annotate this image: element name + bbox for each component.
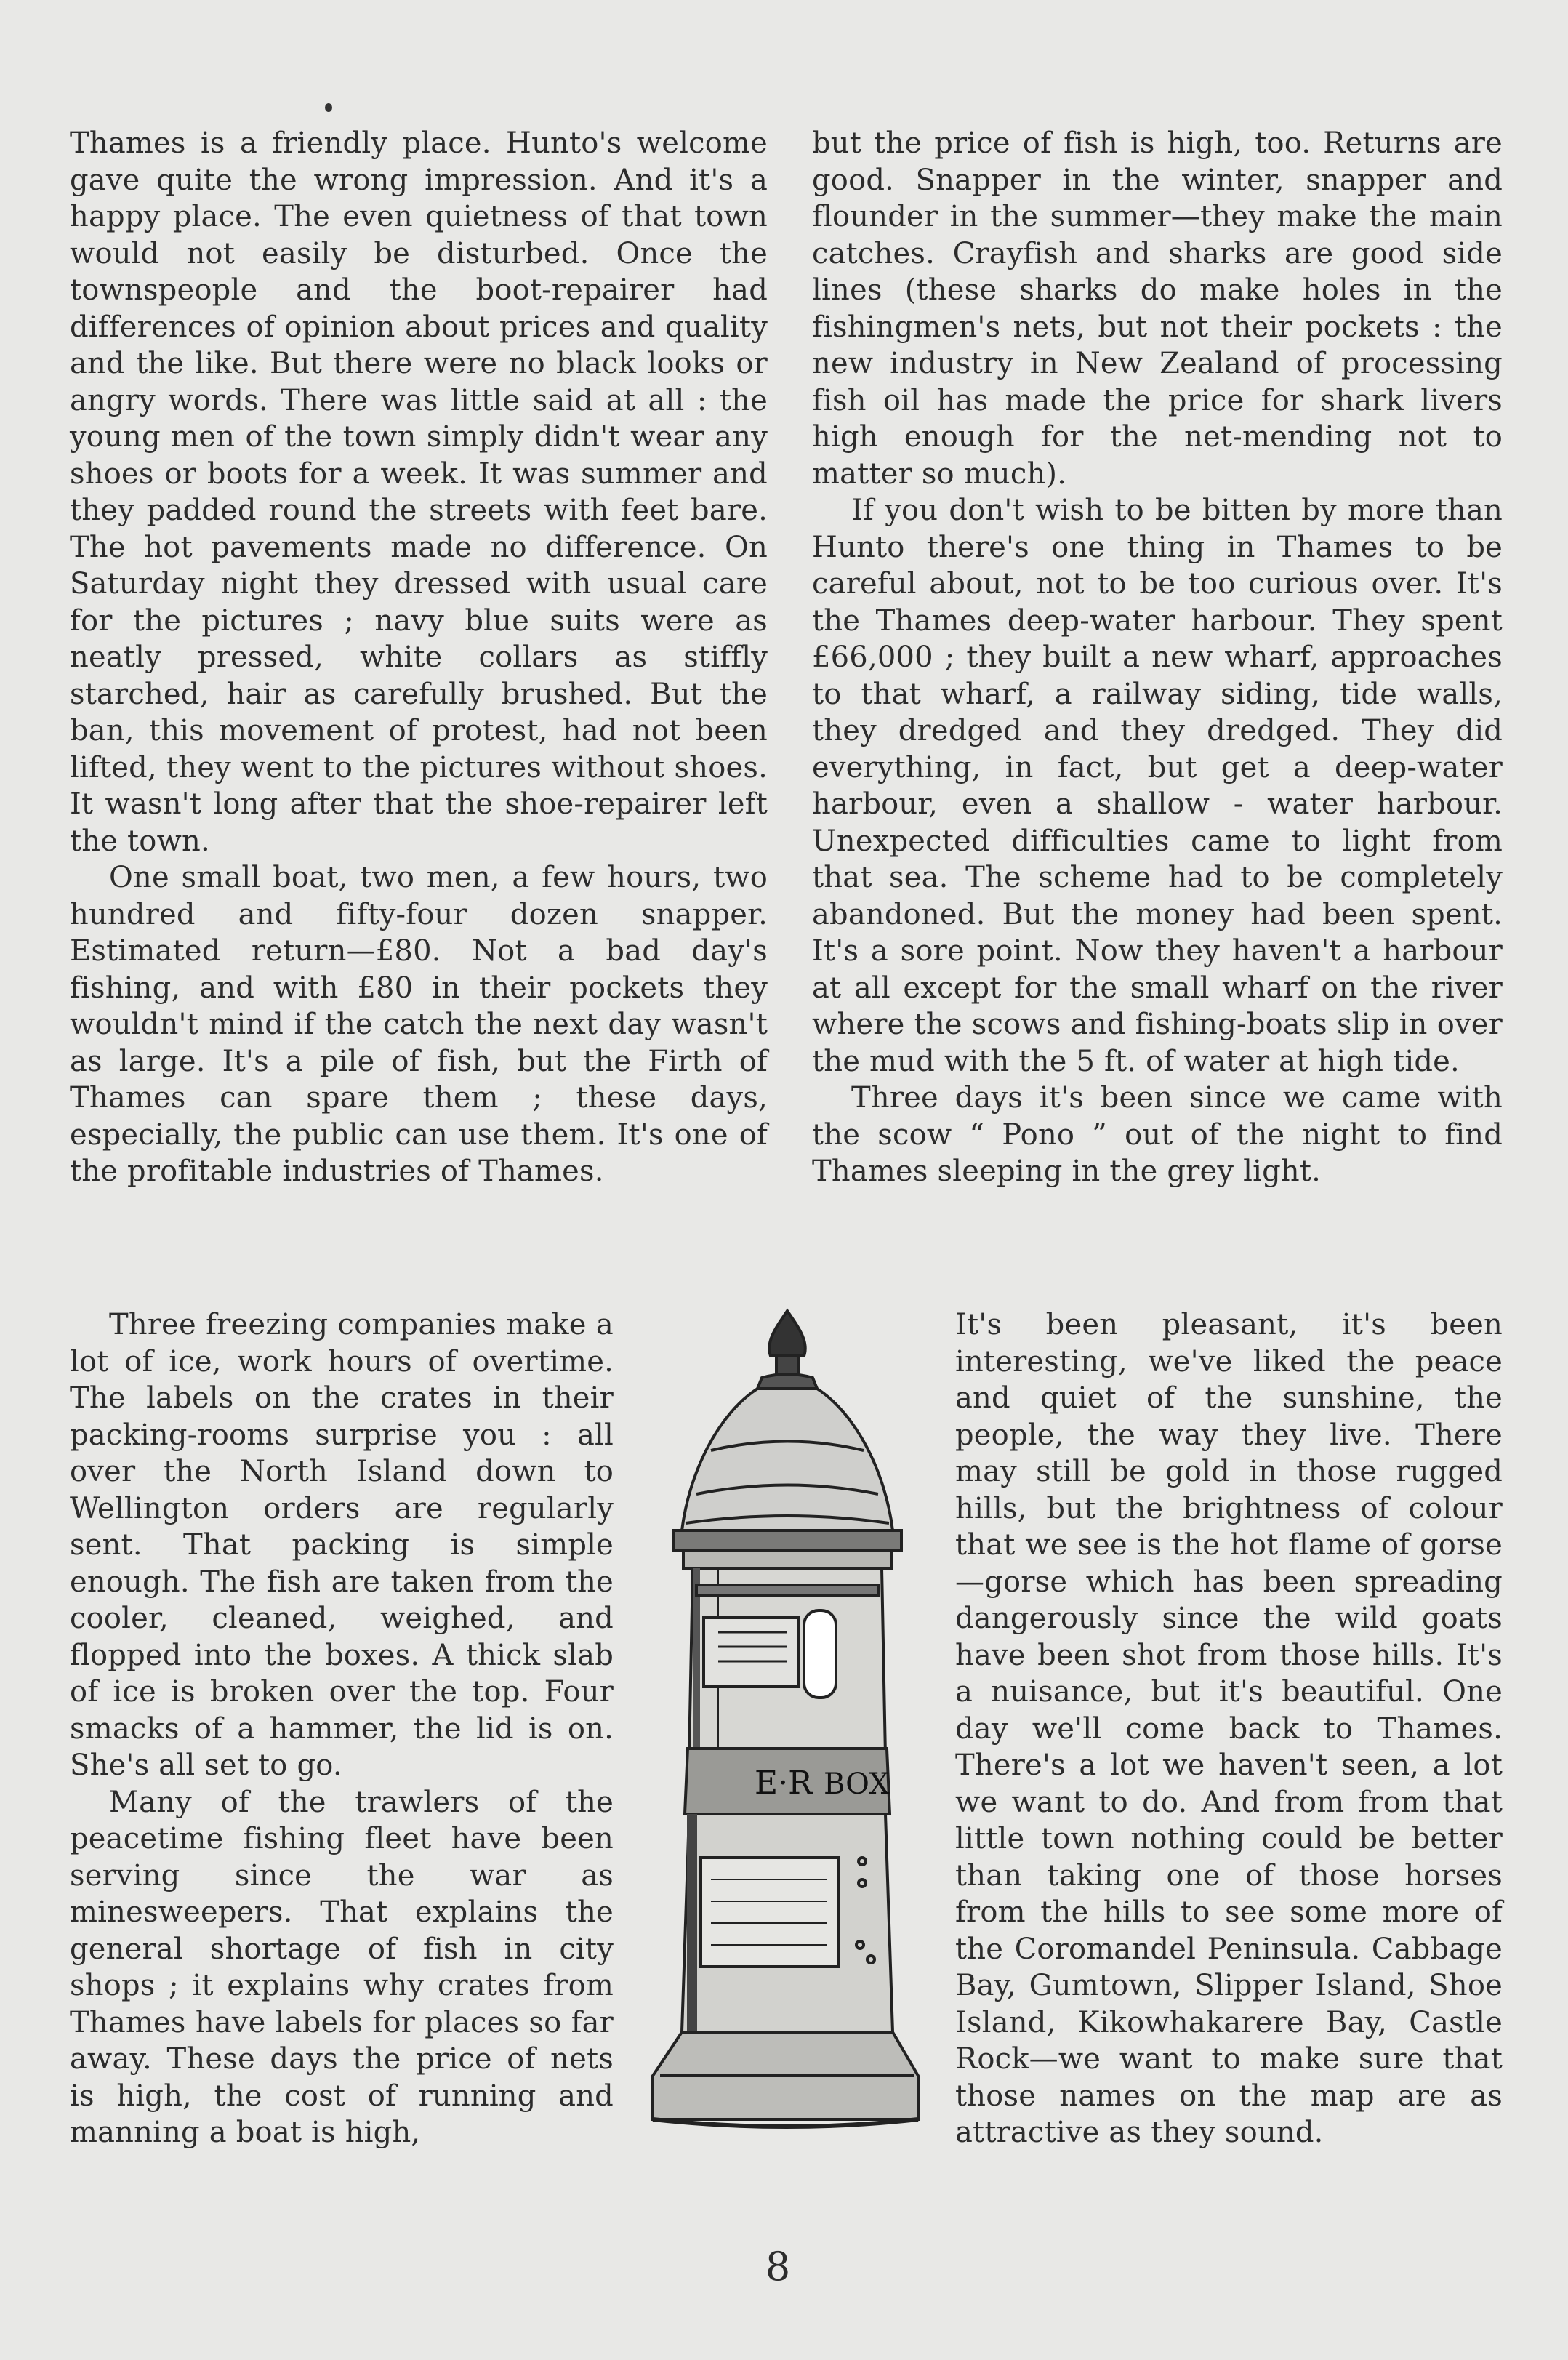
- paragraph: Thames is a friendly place. Hunto's welcome gave quite the wrong impression. And it's a happy place. The even quietness of that town would not easily be disturbed. Once the townspeople and the boot-repairer had differences of opinion about prices and quality and the like. But there were no black looks or angry words. There was little said at all : the young men of the town simply didn't wear any shoes or boots for a week. It was summer and they padded round the streets with feet bare. The hot pavements made no difference. On Saturday night they dressed with usual care for the pictures ; navy blue suits were as neatly pressed, white collars as stiffly starched, hair as carefully brushed. But the ban, this movement of protest, had not been lifted, they went to the pictures without shoes. It wasn't long after that the shoe-repairer left the town.: [70, 127, 768, 858]
- right-column: [812, 125, 1503, 1190]
- pillar-box-illustration: [631, 1305, 944, 2141]
- right-inset-column: [955, 1307, 1503, 2151]
- left-inset-column: [70, 1307, 614, 2151]
- paragraph: but the price of fish is high, too. Returns are good. Snapper in the winter, snapper and flounder in the summer—they make the main catches. Crayfish and sharks are good side lines (these sharks do make holes in the fishingmen's nets, but not their pockets : the new industry in New Zealand of processing fish oil has made the price for shark livers high enough for the net-mending not to matter so much).: [812, 127, 1503, 491]
- left-column: [70, 125, 768, 1190]
- paragraph: Many of the trawlers of the peacetime fishing fleet have been serving since the war as minesweepers. That explains the general shortage of fish in city shops ; it explains why crates from Thames have labels for places so far away. These days the price of nets is high, the cost of running and manning a boat is high,: [70, 1785, 614, 2149]
- page-number: 8: [765, 2244, 791, 2289]
- svg-text:BOX: BOX: [824, 1767, 890, 1801]
- paragraph: One small boat, two men, a few hours, two hundred and fifty-four dozen snapper. Estimated return—£80. Not a bad day's fishing, and with £80 in their pockets they wouldn't mind if the catch the next day wasn't as large. It's a pile of fish, but the Firth of Thames can spare them ; these days, especially, the public can use them. It's one of the profitable industries of Thames.: [70, 861, 768, 1188]
- paragraph: It's been pleasant, it's been interesting, we've liked the peace and quiet of the sunshine, the people, the way they live. There may still be gold in those rugged hills, but the brightness of colour that we see is the hot flame of gorse—gorse which has been spreading dangerously since the wild goats have been shot from those hills. It's a nuisance, but it's beautiful. One day we'll come back to Thames. There's a lot we haven't seen, a lot we want to do. And from from that little town nothing could be better than taking one of those horses from the hills to see some more of the Coromandel Peninsula. Cabbage Bay, Gumtown, Slipper Island, Shoe Island, Kikowhakarere Bay, Castle Rock—we want to make sure that those names on the map are as attractive as they sound.: [955, 1308, 1503, 2149]
- paragraph: If you don't wish to be bitten by more than Hunto there's one thing in Thames to be careful about, not to be too curious over. It's the Thames deep-water harbour. They spent £66,000 ; they built a new wharf, approaches to that wharf, a railway siding, tide walls, they dredged and they dredged. They did everything, in fact, but get a deep-water harbour, even a shallow - water harbour. Unexpected difficulties came to light from that sea. The scheme had to be completely abandoned. But the money had been spent. It's a sore point. Now they haven't a harbour at all except for the small wharf on the river where the scows and fishing-boats slip in over the mud with the 5 ft. of water at high tide.: [812, 494, 1503, 1078]
- paragraph: Three days it's been since we came with the scow “ Pono ” out of the night to find Thames sleeping in the grey light.: [812, 1081, 1503, 1188]
- paragraph: Three freezing companies make a lot of ice, work hours of overtime. The labels on the crates in their packing-rooms surprise you : all over the North Island down to Wellington orders are regularly sent. That packing is simple enough. The fish are taken from the cooler, cleaned, weighed, and flopped into the boxes. A thick slab of ice is broken over the top. Four smacks of a hammer, the lid is on. She's all set to go.: [70, 1308, 614, 1782]
- ink-fleck: [325, 103, 332, 112]
- svg-text:E·R: E·R: [755, 1765, 813, 1802]
